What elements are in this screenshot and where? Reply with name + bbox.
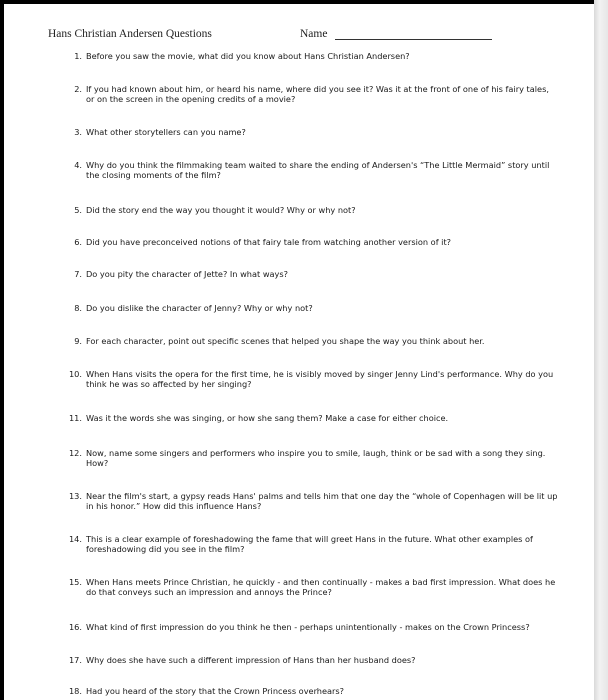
name-label: Name: [300, 28, 328, 40]
question-item: [60, 686, 560, 696]
question-text: Near the film's start, a gypsy reads Hans' palms and tells him that one day the “whole of Copenhagen will be lit up in his honor.” How did this influence Hans?: [86, 491, 558, 511]
question-text: Why do you think the filmmaking team waited to share the ending of Andersen's “The Little Mermaid” story until the closing moments of the film?: [86, 160, 550, 180]
question-item: [60, 205, 560, 215]
worksheet-page: [4, 4, 594, 700]
question-number: 7.: [74, 269, 82, 279]
name-blank-line: [335, 39, 492, 40]
question-number: 9.: [74, 336, 82, 346]
question-number: 11.: [68, 413, 82, 423]
question-item: [60, 84, 560, 104]
question-item: [60, 51, 560, 61]
question-text: Did the story end the way you thought it would? Why or why not?: [86, 205, 356, 215]
question-item: [60, 369, 560, 389]
question-text: When Hans meets Prince Christian, he quickly - and then continually - makes a bad first impression. What does he do that conveys such an impression and annoys the Prince?: [86, 577, 556, 597]
question-number: 16.: [68, 622, 82, 632]
question-number: 5.: [74, 205, 82, 215]
question-number: 13.: [68, 491, 82, 501]
question-number: 2.: [74, 84, 82, 94]
question-item: [60, 160, 560, 180]
page-title: Hans Christian Andersen Questions: [48, 28, 212, 40]
question-text: Do you dislike the character of Jenny? Why or why not?: [86, 303, 313, 313]
question-text: What kind of first impression do you think he then - perhaps unintentionally - makes on the Crown Princess?: [86, 622, 530, 632]
question-text: If you had known about him, or heard his name, where did you see it? Was it at the front of one of his fairy tales, or on the screen in the opening credits of a movie?: [86, 84, 549, 104]
question-text: Do you pity the character of Jette? In what ways?: [86, 269, 288, 279]
question-number: 3.: [74, 127, 82, 137]
question-text: Was it the words she was singing, or how she sang them? Make a case for either choice.: [86, 413, 449, 423]
question-number: 12.: [68, 448, 82, 458]
question-item: [60, 491, 560, 511]
question-text: What other storytellers can you name?: [86, 127, 246, 137]
question-number: 10.: [68, 369, 82, 379]
question-number: 14.: [68, 534, 82, 544]
question-number: 17.: [68, 655, 82, 665]
question-text: For each character, point out specific scenes that helped you shape the way you think about her.: [86, 336, 485, 346]
question-item: [60, 127, 560, 137]
question-number: 6.: [74, 237, 82, 247]
question-number: 8.: [74, 303, 82, 313]
question-item: [60, 413, 560, 423]
question-item: [60, 622, 560, 632]
question-item: [60, 336, 560, 346]
page-edge-shadow: [594, 0, 608, 700]
worksheet-header: [48, 28, 508, 44]
question-number: 4.: [74, 160, 82, 170]
question-number: 15.: [68, 577, 82, 587]
question-text: Had you heard of the story that the Crown Princess overhears?: [86, 686, 345, 696]
question-text: Now, name some singers and performers who inspire you to smile, laugh, think or be sad with a song they sing. How?: [86, 448, 546, 468]
question-number: 18.: [68, 686, 82, 696]
question-text: When Hans visits the opera for the first time, he is visibly moved by singer Jenny Lind's performance. Why do you think he was so affected by her singing?: [86, 369, 554, 389]
question-text: Why does she have such a different impression of Hans than her husband does?: [86, 655, 416, 665]
question-item: [60, 577, 560, 597]
question-item: [60, 655, 560, 665]
question-text: Before you saw the movie, what did you know about Hans Christian Andersen?: [86, 51, 410, 61]
question-item: [60, 237, 560, 247]
question-item: [60, 534, 560, 554]
question-item: [60, 269, 560, 279]
question-text: This is a clear example of foreshadowing the fame that will greet Hans in the future. What other examples of foreshadowing did you see in the film?: [86, 534, 533, 554]
question-number: 1.: [74, 51, 82, 61]
question-item: [60, 303, 560, 313]
question-item: [60, 448, 560, 468]
question-text: Did you have preconceived notions of that fairy tale from watching another version of it?: [86, 237, 452, 247]
